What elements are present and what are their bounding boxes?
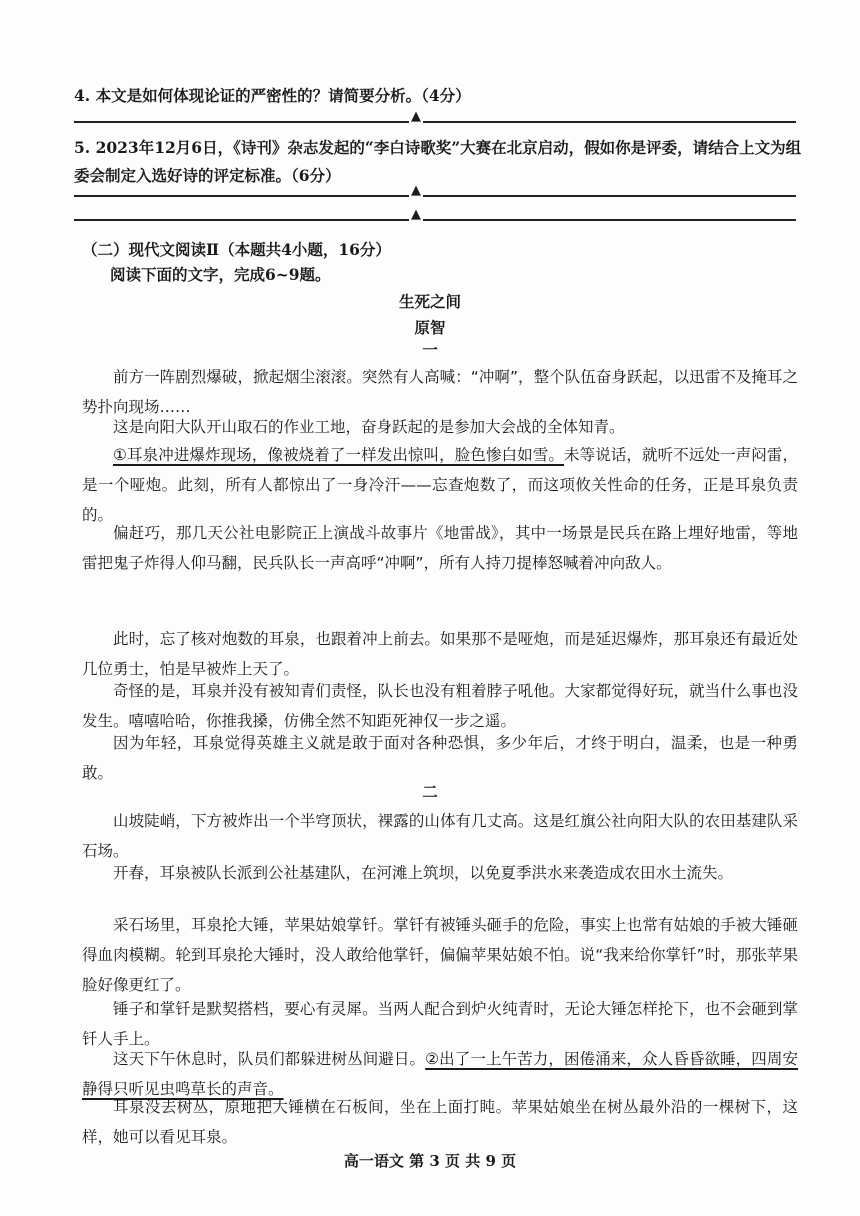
question-4: 4. 本文是如何体现论证的严密性的？请简要分析。（4分） xyxy=(74,86,471,105)
paragraph-12: 这天下午休息时，队员们都躲进树丛间避日。②出了一上午苦力，困倦涌来，众人昏昏欲睡，四周安静得只听见虫鸣草长的声音。 xyxy=(82,1050,798,1098)
paragraph-13: 耳泉没去树丛，原地把大锤横在石板间，坐在上面打盹。苹果姑娘坐在树丛最外沿的一棵树下，这样，她可以看见耳泉。 xyxy=(82,1098,798,1146)
part-two-heading: 二 xyxy=(422,782,438,801)
paragraph-6: 奇怪的是，耳泉并没有被知青们责怪，队长也没有粗着脖子吼他。大家都觉得好玩，就当什么事也没发生。嘻嘻哈哈，你推我搡，仿佛全然不知距死神仅一步之遥。 xyxy=(82,682,798,730)
paragraph-9: 开春，耳泉被队长派到公社基建队，在河滩上筑坝，以免夏季洪水来袭造成农田水土流失。 xyxy=(113,864,734,882)
paragraph-11: 锤子和掌钎是默契搭档，要心有灵犀。当两人配合到炉火纯青时，无论大锤怎样抡下，也不会砸到掌钎人手上。 xyxy=(82,1000,798,1048)
paragraph-1: 前方一阵剧烈爆破，掀起烟尘滚滚。突然有人高喊：“冲啊”，整个队伍奋身跃起，以迅雷不及掩耳之势扑向现场…… xyxy=(82,368,798,416)
paragraph-7: 因为年轻，耳泉觉得英雄主义就是敢于面对各种恐惧，多少年后，才终于明白，温柔，也是一种勇敢。 xyxy=(82,734,798,782)
paragraph-3: ①耳泉冲进爆炸现场，像被烧着了一样发出惊叫，脸色惨白如雪。未等说话，就听不远处一声闷雷，是一个哑炮。此刻，所有人都惊出了一身冷汗——忘查炮数了，而这项攸关性命的任务，正是耳泉负责的。 xyxy=(82,446,798,524)
page-footer: 高一语文 第 3 页 共 9 页 xyxy=(343,1152,517,1170)
underlined-sentence-1: ①耳泉冲进爆炸现场，像被烧着了一样发出惊叫，脸色惨白如雪。 xyxy=(113,446,564,464)
answer-marker-icon: ▲ xyxy=(411,207,421,222)
underlined-sentence-2: ②出了一上午苦力，困倦涌来，众人昏昏欲睡，四周安静得只听见虫鸣草长的声音。 xyxy=(82,1050,798,1098)
section-instruction: 阅读下面的文字，完成6~9题。 xyxy=(110,265,331,284)
answer-line-5b xyxy=(74,207,796,226)
article-author: 原智 xyxy=(414,318,446,337)
paragraph-4: 偏赶巧，那几天公社电影院正上演战斗故事片《地雷战》，其中一场景是民兵在路上埋好地雷，等地雷把鬼子炸得人仰马翻，民兵队长一声高呼“冲啊”，所有人持刀提棒怒喊着冲向敌人。 xyxy=(82,524,798,572)
question-5: 5. 2023年12月6日，《诗刊》杂志发起的“李白诗歌奖”大赛在北京启动，假如你是评委，请结合上文为组委会制定入选好诗的评定标准。（6分） xyxy=(74,138,802,185)
part-one-heading: 一 xyxy=(422,340,438,359)
paragraph-10: 采石场里，耳泉抡大锤，苹果姑娘掌钎。掌钎有被锤头砸手的危险，事实上也常有姑娘的手被大锤砸得血肉模糊。轮到耳泉抡大锤时，没人敢给他掌钎，偏偏苹果姑娘不怕。说“我来给你掌钎”时，那张苹果脸好像更红了。 xyxy=(82,916,798,994)
answer-marker-icon: ▲ xyxy=(411,183,421,198)
paragraph-2: 这是向阳大队开山取石的作业工地，奋身跃起的是参加大会战的全体知青。 xyxy=(113,418,625,436)
section-title: （二）现代文阅读Ⅱ（本题共4小题，16分） xyxy=(82,240,391,259)
answer-line-4 xyxy=(74,109,796,128)
paragraph-5: 此时，忘了核对炮数的耳泉，也跟着冲上前去。如果那不是哑炮，而是延迟爆炸，那耳泉还有最近处几位勇士，怕是早被炸上天了。 xyxy=(82,630,798,678)
article-title: 生死之间 xyxy=(398,292,461,311)
answer-line-5a xyxy=(74,183,796,202)
paragraph-8: 山坡陡峭，下方被炸出一个半穹顶状，裸露的山体有几丈高。这是红旗公社向阳大队的农田基建队采石场。 xyxy=(82,812,798,860)
answer-marker-icon: ▲ xyxy=(411,109,421,124)
